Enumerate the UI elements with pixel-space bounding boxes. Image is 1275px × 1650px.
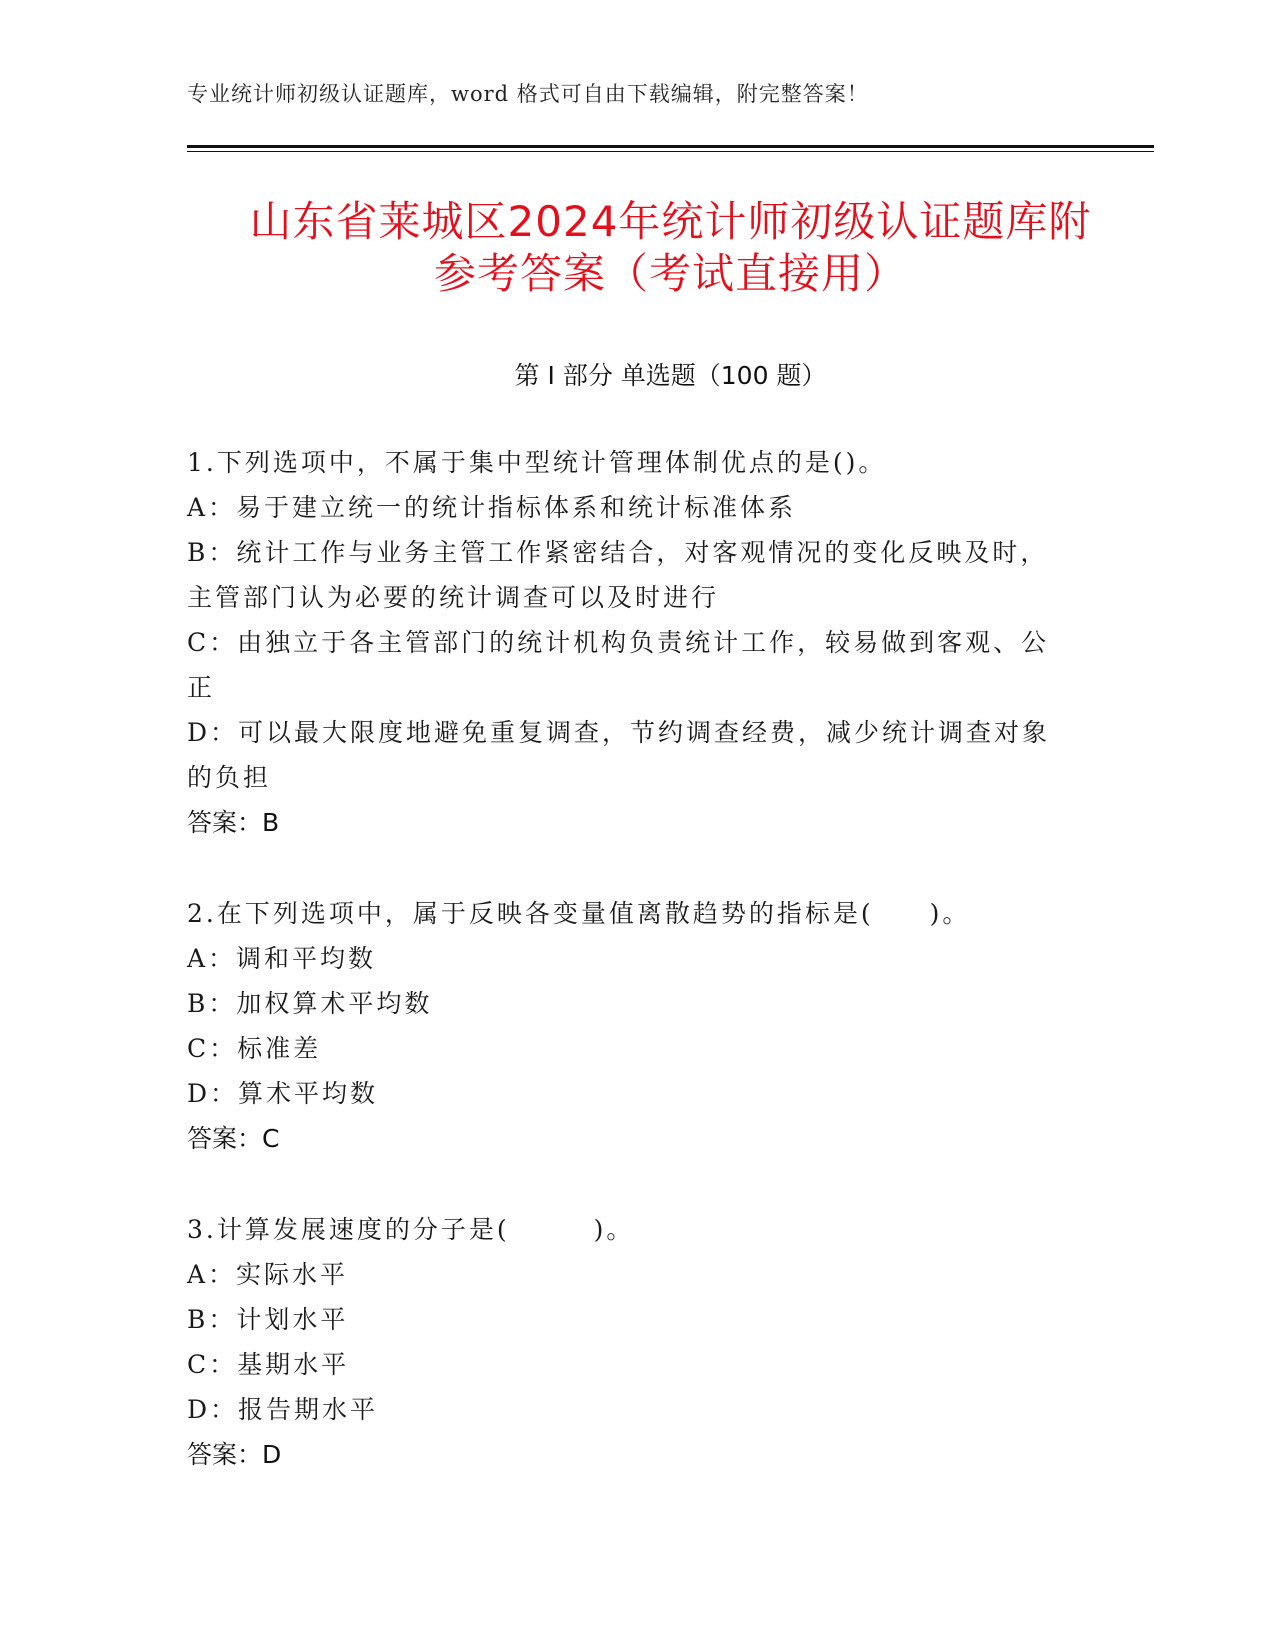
option-line: 的负担	[187, 763, 272, 792]
question-1	[187, 440, 1087, 845]
answer-line: 答案：B	[187, 808, 280, 837]
header-rule-thin	[187, 151, 1154, 152]
option-line: C：标准差	[187, 1034, 322, 1063]
header-note: 专业统计师初级认证题库，word 格式可自由下载编辑，附完整答案！	[187, 82, 869, 106]
option-line: B：加权算术平均数	[187, 989, 433, 1018]
question-3	[187, 1207, 1087, 1477]
answer-line: 答案：D	[187, 1440, 282, 1469]
option-line: A：实际水平	[187, 1260, 349, 1289]
option-line: A：易于建立统一的统计指标体系和统计标准体系	[187, 493, 797, 522]
question-list	[187, 440, 1087, 1523]
option-line: 正	[187, 673, 216, 702]
option-line: 主管部门认为必要的统计调查可以及时进行	[187, 583, 720, 612]
option-line: B：统计工作与业务主管工作紧密结合，对客观情况的变化反映及时，	[187, 538, 1049, 567]
option-line: D：报告期水平	[187, 1395, 379, 1424]
question-2	[187, 891, 1087, 1161]
question-stem: 2.在下列选项中，属于反映各变量值离散趋势的指标是( )。	[187, 899, 971, 928]
option-line: D：算术平均数	[187, 1079, 379, 1108]
option-line: C：由独立于各主管部门的统计机构负责统计工作，较易做到客观、公	[187, 628, 1050, 657]
document-title	[187, 196, 1154, 300]
question-stem: 3.计算发展速度的分子是( )。	[187, 1215, 635, 1244]
document-title-line-1: 山东省莱城区2024年统计师初级认证题库附	[249, 197, 1092, 246]
option-line: B：计划水平	[187, 1305, 349, 1334]
header-rule-thick	[187, 145, 1154, 148]
answer-line: 答案：C	[187, 1124, 280, 1153]
option-line: A：调和平均数	[187, 944, 377, 973]
document-title-line-2: 参考答案（考试直接用）	[433, 249, 907, 298]
question-stem: 1.下列选项中，不属于集中型统计管理体制优点的是()。	[187, 448, 887, 477]
option-line: C：基期水平	[187, 1350, 350, 1379]
section-title: 第 I 部分 单选题（100 题）	[514, 361, 827, 390]
option-line: D：可以最大限度地避免重复调查，节约调查经费，减少统计调查对象	[187, 718, 1051, 747]
